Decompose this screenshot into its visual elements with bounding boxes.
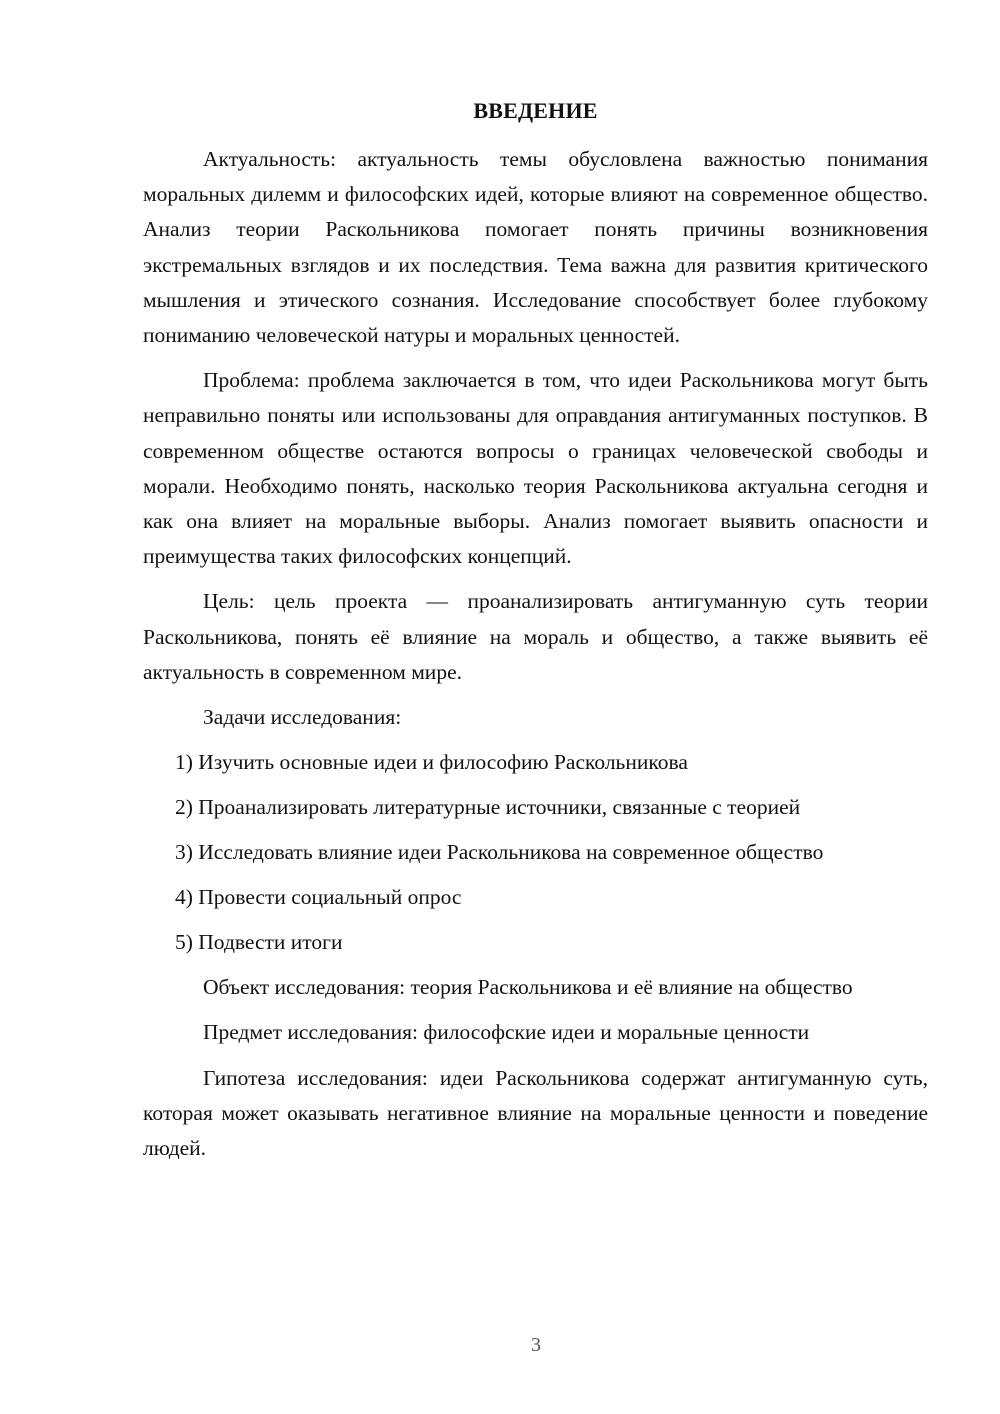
list-item: 3) Исследовать влияние идеи Раскольникова на современное общество	[175, 840, 824, 865]
list-item: 2) Проанализировать литературные источники, связанные с теорией	[175, 795, 801, 820]
list-item: 4) Провести социальный опрос	[175, 885, 462, 910]
paragraph-subject: Предмет исследования: философские идеи и моральные ценности	[203, 1020, 810, 1045]
paragraph-tasks-intro: Задачи исследования:	[203, 705, 402, 730]
list-item: 1) Изучить основные идеи и философию Раскольникова	[175, 750, 688, 775]
list-item: 5) Подвести итоги	[175, 930, 343, 955]
paragraph-hypothesis: Гипотеза исследования: идеи Раскольникова содержат антигуманную суть, которая может оказывать негативное влияние на моральные ценности и поведение людей.	[143, 1065, 928, 1161]
tasks-list	[143, 745, 928, 960]
paragraph-problem: Проблема: проблема заключается в том, что идеи Раскольникова могут быть неправильно поняты или использованы для оправдания антигуманных поступков. В современном обществе остаются вопросы о границах человеческой свободы и морали. Необходимо понять, насколько теория Раскольникова актуальна сегодня и как она влияет на моральные выборы. Анализ помогает выявить опасности и преимущества таких философских концепций.	[143, 368, 928, 569]
paragraph-relevance: Актуальность: актуальность темы обусловлена важностью понимания моральных дилемм и философских идей, которые влияют на современное общество. Анализ теории Раскольникова помогает понять причины возникновения экстремальных взглядов и их последствия. Тема важна для развития критического мышления и этического сознания. Исследование способствует более глубокому пониманию человеческой натуры и моральных ценностей.	[143, 147, 928, 348]
paragraph-object: Объект исследования: теория Раскольникова и её влияние на общество	[203, 975, 853, 1000]
paragraph-goal: Цель: цель проекта — проанализировать антигуманную суть теории Раскольникова, понять её влияние на мораль и общество, а также выявить её актуальность в современном мире.	[143, 589, 928, 684]
document-body	[143, 142, 928, 1166]
section-heading: ВВЕДЕНИЕ	[473, 98, 598, 123]
page-number: 3	[531, 1334, 541, 1356]
